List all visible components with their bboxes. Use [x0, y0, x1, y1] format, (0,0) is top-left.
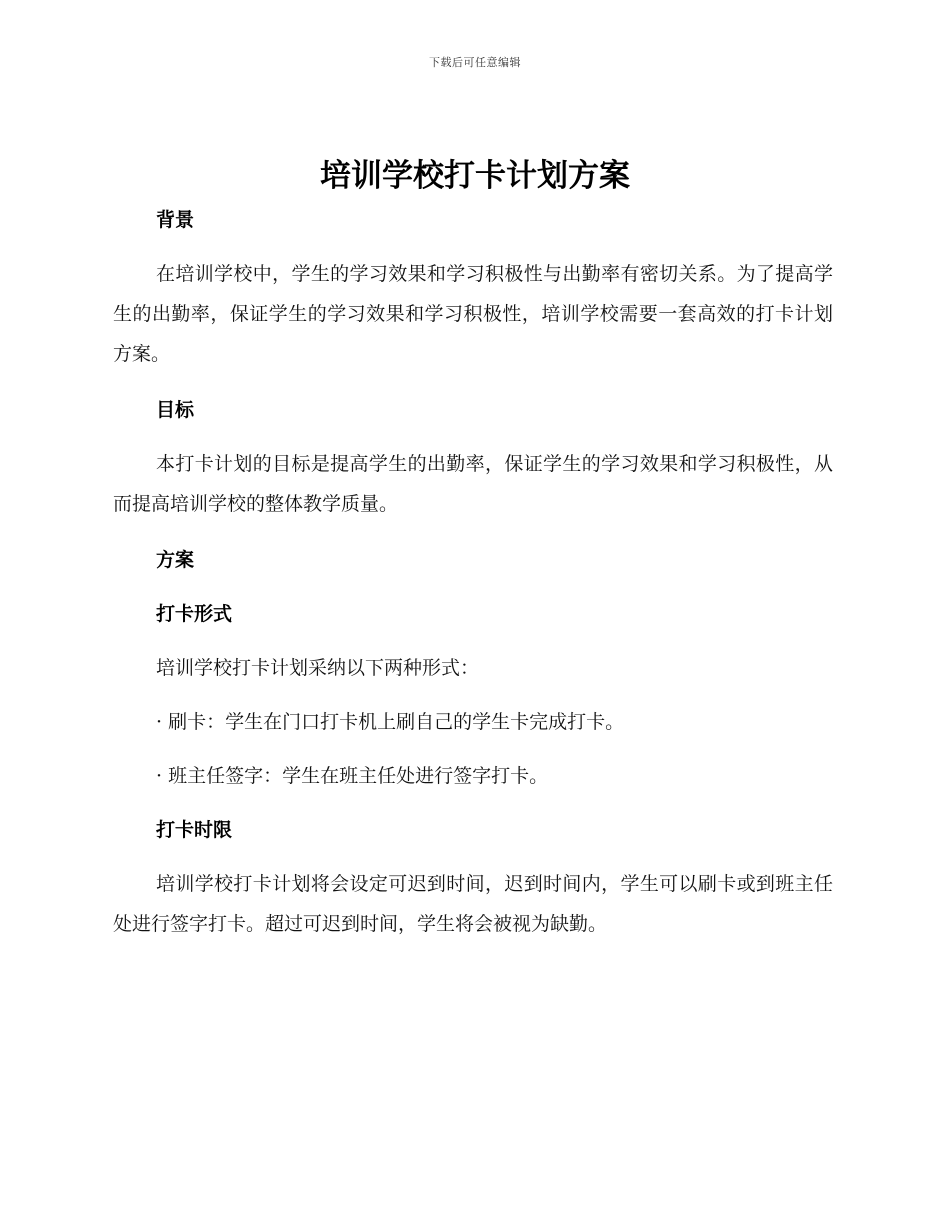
time-limit-paragraph: 培训学校打卡计划将会设定可迟到时间，迟到时间内，学生可以刷卡或到班主任处进行签字打卡。超过可迟到时间，学生将会被视为缺勤。: [113, 873, 833, 935]
background-paragraph: 在培训学校中，学生的学习效果和学习积极性与出勤率有密切关系。为了提高学生的出勤率，保证学生的学习效果和学习积极性，培训学校需要一套高效的打卡计划方案。: [113, 263, 833, 365]
list-item-card-swipe: · 刷卡：学生在门口打卡机上刷自己的学生卡完成打卡。: [156, 711, 625, 733]
form-intro-paragraph: 培训学校打卡计划采纳以下两种形式：: [156, 657, 480, 679]
section-heading-form: 打卡形式: [156, 603, 233, 625]
list-item-teacher-signature: · 班主任签字：学生在班主任处进行签字打卡。: [156, 765, 549, 787]
page-header-note: 下载后可任意编辑: [429, 56, 521, 69]
goal-paragraph: 本打卡计划的目标是提高学生的出勤率，保证学生的学习效果和学习积极性，从而提高培训学校的整体教学质量。: [113, 453, 833, 515]
section-heading-background: 背景: [156, 209, 195, 231]
document-body: [113, 200, 833, 944]
section-heading-goal: 目标: [156, 399, 195, 421]
section-heading-time-limit: 打卡时限: [156, 819, 233, 841]
document-title: 培训学校打卡计划方案: [320, 158, 630, 194]
section-heading-plan: 方案: [156, 549, 195, 571]
